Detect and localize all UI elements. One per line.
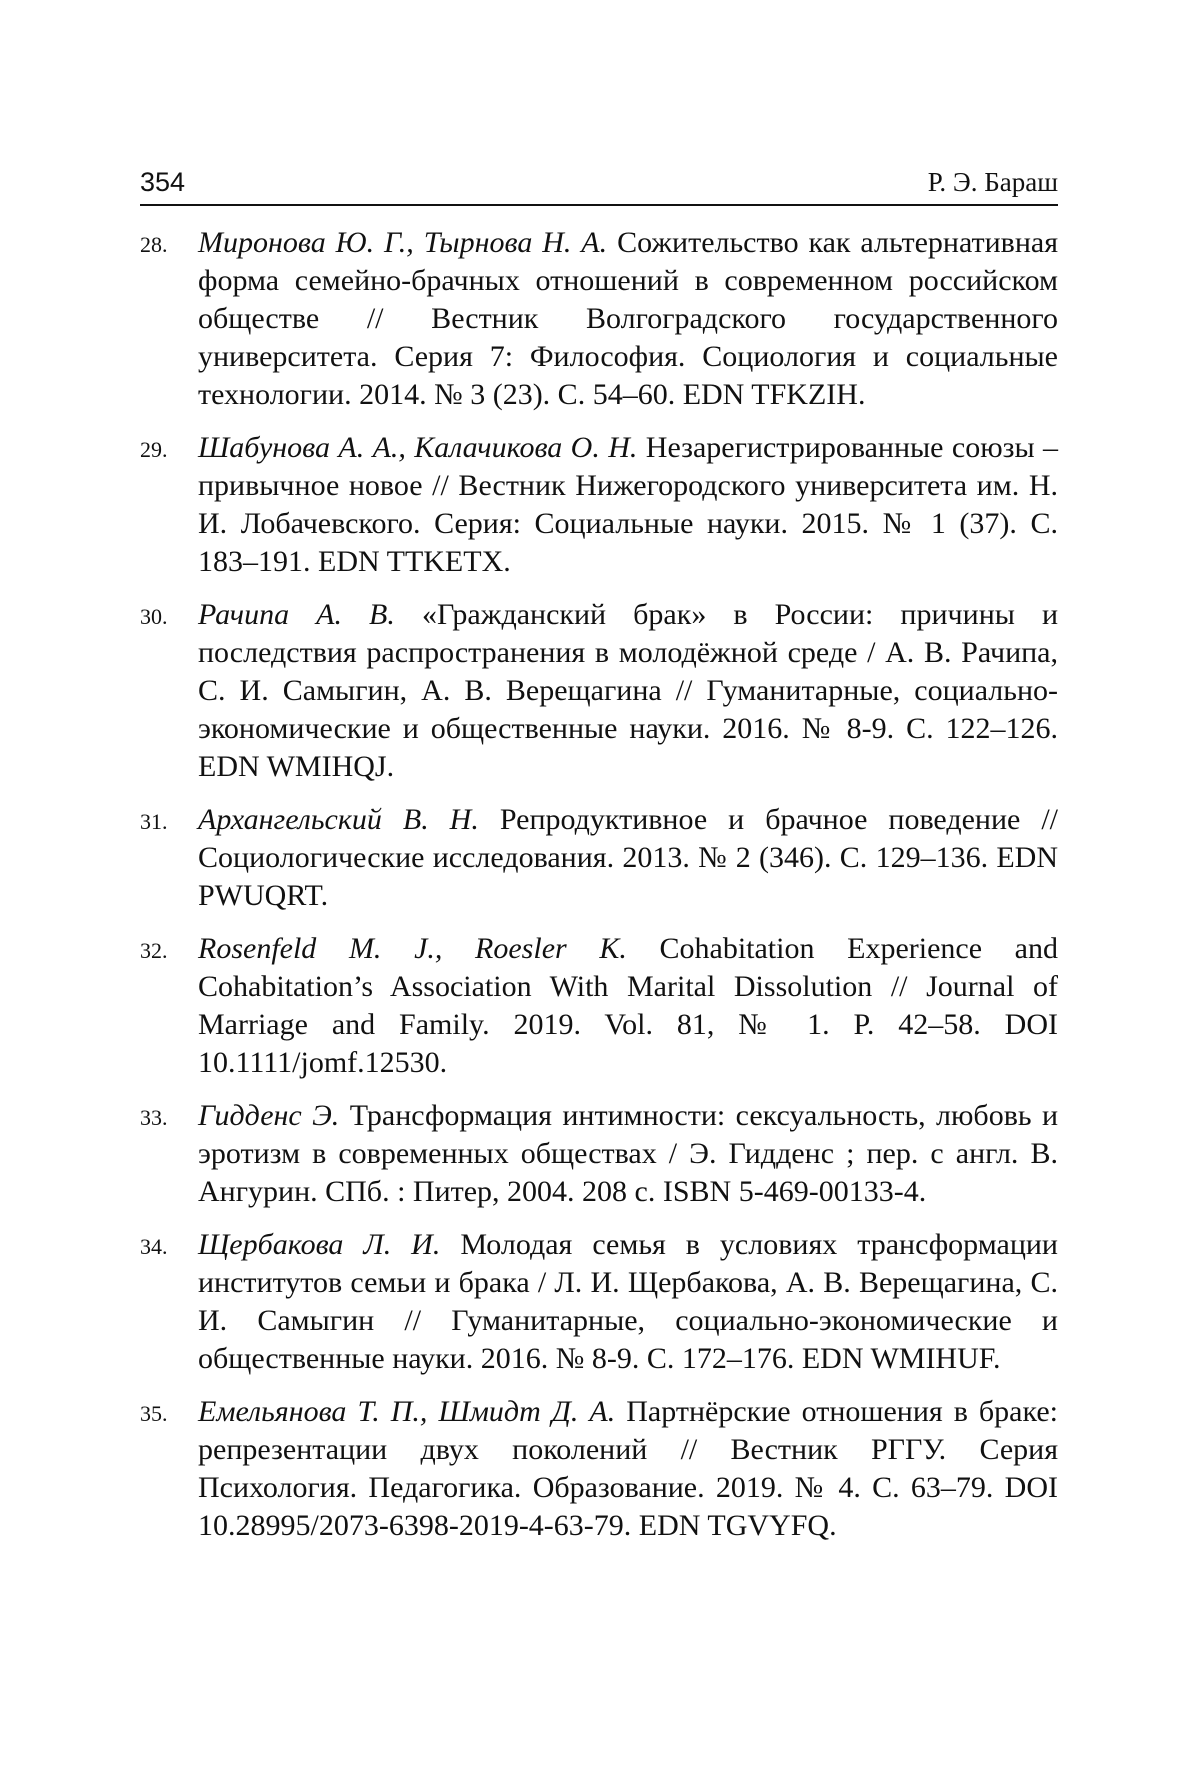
reference-text: Молодая семья в условиях трансформации институтов семьи и брака / Л. И. Щербакова, А. В. Верещагина, С. И. Самыгин // Гуманитарные, социально-экономические и общественные науки. 2016. № 8-9. С. 172–176. EDN WMIHUF. <box>198 1228 1058 1375</box>
reference-text: Сожительство как альтернативная форма семейно-брачных отношений в современном российском обществе // Вестник Волгоградского государственного университета. Серия 7: Философия. Социология и социальные технологии. 2014. № 3 (23). С. 54–60. EDN TFKZIH. <box>198 226 1059 411</box>
reference-item <box>140 1097 1058 1211</box>
reference-item <box>140 1226 1058 1378</box>
reference-number: 30. <box>140 604 168 629</box>
reference-author: Емельянова Т. П., Шмидт Д. А. <box>198 1395 616 1428</box>
reference-number: 29. <box>140 437 168 462</box>
reference-author: Rosenfeld M. J., Roesler K. <box>198 932 627 965</box>
reference-text: Незарегистрированные союзы – привычное новое // Вестник Нижегородского университета им. Н. И. Лобачевского. Серия: Социальные науки. 2015. № 1 (37). С. 183–191. EDN TTKETX. <box>198 431 1059 578</box>
reference-text: «Гражданский брак» в России: причины и последствия распространения в молодёжной среде / А. В. Рачипа, С. И. Самыгин, А. В. Верещагина // Гуманитарные, социально-экономические и общественные науки. 2016. № 8-9. С. 122–126. EDN WMIHQJ. <box>198 598 1059 783</box>
reference-number: 32. <box>140 938 168 963</box>
document-page <box>140 150 1058 1560</box>
reference-text: Репродуктивное и брачное поведение // Социологические исследования. 2013. № 2 (346). С. 129–136. EDN PWUQRT. <box>198 803 1059 912</box>
reference-author: Щербакова Л. И. <box>198 1228 441 1261</box>
reference-text: Партнёрские отношения в браке: репрезентации двух поколений // Вестник РГГУ. Серия Психология. Педагогика. Образование. 2019. № 4. С. 63–79. DOI 10.28995/2073-6398-2019-4-63-79. EDN TGVYFQ. <box>198 1395 1058 1542</box>
reference-text: Трансформация интимности: сексуальность, любовь и эротизм в современных обществах / Э. Гидденс ; пер. с англ. В. Ангурин. СПб. : Питер, 2004. 208 с. ISBN 5-469-00133-4. <box>198 1099 1059 1208</box>
reference-item <box>140 1393 1058 1545</box>
running-header <box>140 150 1058 206</box>
reference-author: Архангельский В. Н. <box>198 803 479 836</box>
reference-item <box>140 429 1058 581</box>
reference-number: 28. <box>140 232 168 257</box>
reference-author: Миронова Ю. Г., Тырнова Н. А. <box>198 226 608 259</box>
reference-item <box>140 596 1058 786</box>
reference-item <box>140 930 1058 1082</box>
reference-number: 33. <box>140 1105 168 1130</box>
reference-author: Рачипа А. В. <box>198 598 395 631</box>
reference-number: 35. <box>140 1401 168 1426</box>
reference-item <box>140 801 1058 915</box>
reference-number: 31. <box>140 809 168 834</box>
running-author: Р. Э. Бараш <box>927 167 1058 197</box>
reference-item <box>140 224 1058 414</box>
page-number: 354 <box>140 167 186 197</box>
reference-list <box>140 224 1058 1545</box>
reference-author: Гидденс Э. <box>198 1099 340 1132</box>
reference-number: 34. <box>140 1234 168 1259</box>
reference-text: Cohabitation Experience and Cohabitation’s Association With Marital Dissolution // Journal of Marriage and Family. 2019. Vol. 81, № 1. P. 42–58. DOI 10.1111/jomf.12530. <box>198 932 1058 1079</box>
reference-author: Шабунова А. А., Калачикова О. Н. <box>198 431 638 464</box>
